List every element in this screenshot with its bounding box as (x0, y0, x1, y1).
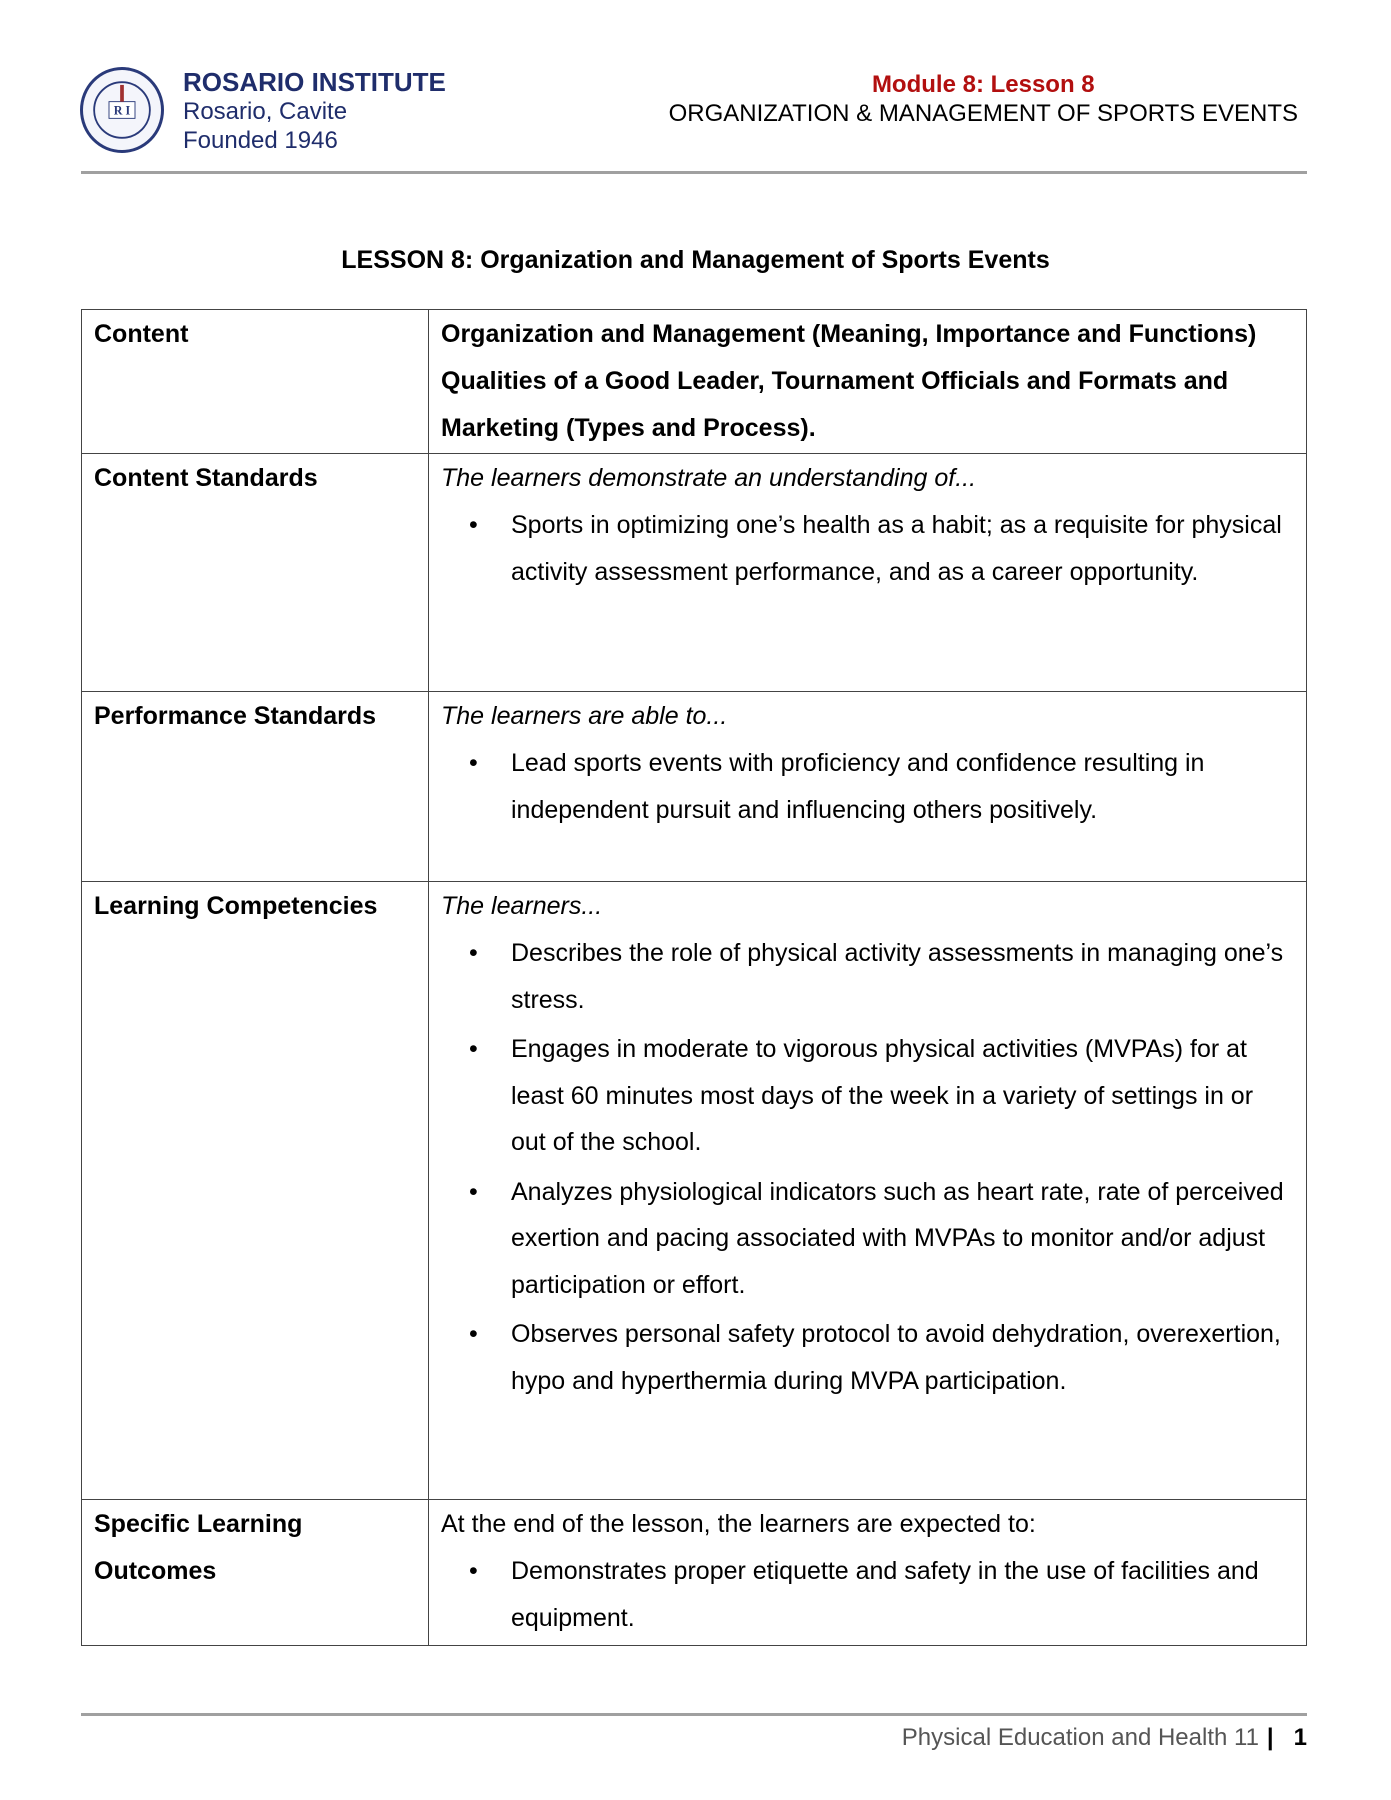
row-content: Organization and Management (Meaning, Importance and Functions) Qualities of a Good Leader, Tournament Officials and Formats and Marketing (Types and Process). (429, 310, 1307, 454)
row-content (429, 454, 1307, 692)
svg-text:R I: R I (113, 103, 131, 118)
row-content (429, 1500, 1307, 1646)
footer-divider (81, 1713, 1307, 1716)
list-item: • Analyzes physiological indicators such as heart rate, rate of perceived exertion and pacing associated with MVPAs to monitor and/or adjust participation or effort. (511, 1169, 1294, 1309)
module-title: ORGANIZATION & MANAGEMENT OF SPORTS EVENTS (668, 100, 1298, 127)
list-item: • Sports in optimizing one’s health as a habit; as a requisite for physical activity assessment performance, and as a career opportunity. (511, 502, 1294, 595)
row-label: Specific Learning Outcomes (82, 1500, 429, 1646)
list-item: • Demonstrates proper etiquette and safety in the use of facilities and equipment. (511, 1548, 1294, 1641)
table-row (82, 1500, 1307, 1646)
table-row (82, 310, 1307, 454)
module-block (669, 70, 1298, 128)
row-intro: The learners demonstrate an understanding of... (441, 464, 977, 492)
row-label: Performance Standards (82, 692, 429, 882)
row-content (429, 692, 1307, 882)
footer-subject: Physical Education and Health 11 (901, 1724, 1259, 1751)
table-row (82, 692, 1307, 882)
row-intro: The learners are able to... (441, 702, 728, 730)
lesson-title: LESSON 8: Organization and Management of Sports Events (341, 246, 1050, 274)
row-label: Content (82, 310, 429, 454)
row-intro: The learners... (441, 892, 603, 920)
institute-block (183, 68, 446, 155)
footer-separator: | (1266, 1724, 1274, 1751)
row-label: Content Standards (82, 454, 429, 692)
institute-location: Rosario, Cavite (183, 98, 348, 125)
header-divider (81, 171, 1307, 174)
row-intro: At the end of the lesson, the learners are expected to: (441, 1510, 1036, 1538)
list-item: • Observes personal safety protocol to avoid dehydration, overexertion, hypo and hyperthermia during MVPA participation. (511, 1311, 1294, 1404)
page-number: 1 (1293, 1724, 1307, 1751)
school-seal-logo (80, 67, 164, 153)
table-row (82, 882, 1307, 1500)
institute-name: ROSARIO INSTITUTE (183, 67, 446, 97)
table-row (82, 454, 1307, 692)
row-label: Learning Competencies (82, 882, 429, 1500)
module-label: Module 8: Lesson 8 (871, 71, 1095, 98)
list-item: • Lead sports events with proficiency and confidence resulting in independent pursuit and influencing others positively. (511, 740, 1294, 833)
list-item: • Describes the role of physical activity assessments in managing one’s stress. (511, 930, 1294, 1023)
list-item: • Engages in moderate to vigorous physical activities (MVPAs) for at least 60 minutes most days of the week in a variety of settings in or out of the school. (511, 1026, 1294, 1166)
lesson-table (81, 309, 1307, 1646)
institute-founded: Founded 1946 (183, 127, 338, 154)
row-content (429, 882, 1307, 1500)
footer (902, 1724, 1307, 1752)
